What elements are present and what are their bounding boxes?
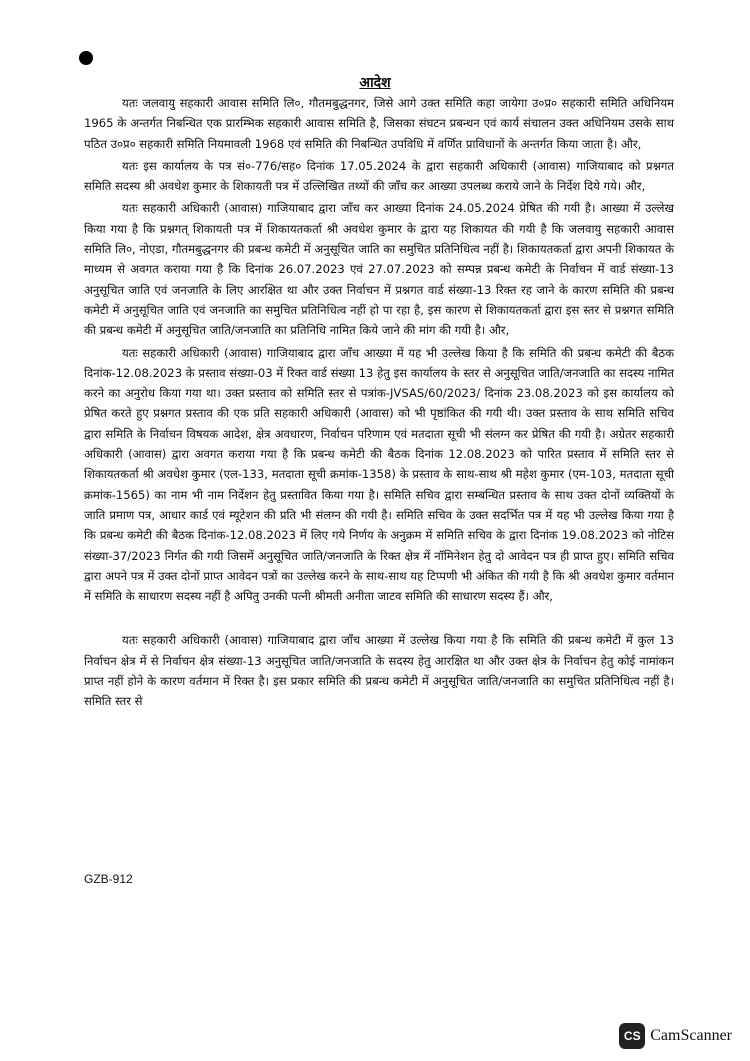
paragraph-1: यतः जलवायु सहकारी आवास समिति लि०, गौतमबुद्धनगर, जिसे आगे उक्त समिति कहा जायेगा उ०प्र० सहकारी समिति अधिनियम 1965 के अन्तर्गत निबन्धित एक प्रारम्भिक सहकारी आवास समिति है, जिसका संघटन प्रबन्धन एवं कार्य संचालन उक्त अधिनियम उसके साथ पठित उ०प्र० सहकारी समिति नियमावली 1968 एवं समिति की निबन्धित उपविधि में वर्णित प्राविधानों के अन्तर्गत किया जाता है। और, — [84, 96, 674, 151]
camscanner-watermark — [619, 1023, 732, 1049]
paragraph-4: यतः सहकारी अधिकारी (आवास) गाजियाबाद द्वारा जाँच आख्या में यह भी उल्लेख किया है कि समिति की प्रबन्ध कमेटी की बैठक दिनांक-12.08.2023 के प्रस्ताव संख्या-03 में रिक्त वार्ड संख्या 13 हेतु इस कार्यालय के स्तर से अनुसूचित जाति/जनजाति का सदस्य नामित करने का अनुरोध किया गया था। उक्त प्रस्ताव को समिति स्तर से पत्रांक-JVSAS/60/2023/ दिनांक 23.08.2023 को इस कार्यालय को प्रेषित करते हुए प्रश्नगत प्रस्ताव की एक प्रति सहकारी अधिकारी (आवास) को भी पृष्ठांकित की गयी थी। उक्त प्रस्ताव के साथ समिति सचिव द्वारा समिति के निर्वाचन विषयक आदेश, क्षेत्र अवधारण, निर्वाचन परिणाम एवं मतदाता सूची भी संलग्न कर प्रेषित की गयी है। अग्रेतर सहकारी अधिकारी (आवास) द्वारा अवगत कराया गया है कि प्रबन्ध कमेटी की बैठक दिनांक 12.08.2023 को पारित प्रस्ताव में समिति स्तर से शिकायतकर्ता श्री अवधेश कुमार (एल-133, मतदाता सूची क्रमांक-1358) के प्रस्ताव के साथ-साथ श्री महेश कुमार (एम-103, मतदाता सूची क्रमांक-1565) का नाम भी नाम निर्देशन हेतु प्रस्तावित किया गया है। समिति सचिव द्वारा सम्बन्धित प्रस्ताव के साथ उक्त दोनों व्यक्तियों के जाति प्रमाण पत्र, आधार कार्ड एवं म्यूटेशन की प्रति भी संलग्न की गयी है। समिति सचिव के उक्त सदर्भित पत्र में यह भी उल्लेख किया गया है कि प्रबन्ध कमेटी की बैठक दिनांक-12.08.2023 में लिए गये निर्णय के अनुक्रम में समिति सचिव के द्वारा दिनांक 19.08.2023 को नोटिस संख्या-37/2023 निर्गत की गयी जिसमें अनुसूचित जाति/जनजाति के रिक्त क्षेत्र में नॉमिनेशन हेतु दो आवेदन पत्र ही प्राप्त हुए। समिति सचिव द्वारा अपने पत्र में उक्त दोनों प्राप्त आवेदन पत्रों का उल्लेख करने के साथ-साथ यह टिप्पणी भी अंकित की गयी है कि श्री अवधेश कुमार वर्तमान में समिति के साधारण सदस्य नहीं है अपितु उनकी पत्नी श्रीमती अनीता जाटव समिति की साधारण सदस्य हैं। और, — [84, 345, 674, 604]
document-code: GZB-912 — [84, 872, 133, 886]
camscanner-logo-icon: CS — [619, 1023, 645, 1049]
camscanner-label: CamScanner — [650, 1027, 732, 1044]
paragraph-3: यतः सहकारी अधिकारी (आवास) गाजियाबाद द्वारा जाँच कर आख्या दिनांक 24.05.2024 प्रेषित की गयी है। आख्या में उल्लेख किया गया है कि प्रश्नगत् शिकायती पत्र में शिकायतकर्ता श्री अवधेश कुमार के द्वारा यह शिकायत की गयी है कि जलवायु सहकारी आवास समिति लि०, नोएडा, गौतमबुद्धनगर की प्रबन्ध कमेटी में अनुसूचित जाति का समुचित प्रतिनिधित्व नहीं है। शिकायतकर्ता द्वारा अपनी शिकायत के माध्यम से अवगत कराया गया है कि दिनांक 26.07.2023 एवं 27.07.2023 को सम्पन्न प्रबन्ध कमेटी के निर्वाचन में वार्ड संख्या-13 अनुसूचित जाति एवं जनजाति के लिए आरक्षित था और उक्त निर्वाचन में प्रश्नगत वार्ड संख्या-13 रिक्त रह जाने के कारण समिति की प्रबन्ध कमेटी में अनुसूचित जाति एवं जनजाति का समुचित प्रतिनिधित्व नहीं हो पा रहा है, इस कारण से शिकायतकर्ता द्वारा इस स्तर से प्रश्नगत समिति की प्रबन्ध कमेटी में अनुसूचित जाति/जनजाति का प्रतिनिधि नामित किये जाने की मांग की गयी है। और, — [84, 201, 674, 338]
order-body — [84, 93, 674, 712]
paragraph-2: यतः इस कार्यालय के पत्र सं०-776/सह० दिनांक 17.05.2024 के द्वारा सहकारी अधिकारी (आवास) गाजियाबाद को प्रश्नगत समिति सदस्य श्री अवधेश कुमार के शिकायती पत्र में उल्लिखित तथ्यों की जाँच कर आख्या उपलब्ध कराये जाने के निर्देश दिये गये। और, — [84, 158, 674, 194]
punch-hole-mark — [79, 51, 93, 65]
paragraph-5: यतः सहकारी अधिकारी (आवास) गाजियाबाद द्वारा जाँच आख्या में उल्लेख किया गया है कि समिति की प्रबन्ध कमेटी में कुल 13 निर्वाचन क्षेत्र में से निर्वाचन क्षेत्र संख्या-13 अनुसूचित जाति/जनजाति के सदस्य हेतु आरक्षित था और उक्त क्षेत्र के निर्वाचन हेतु कोई नामांकन प्राप्त नहीं होने के कारण वर्तमान में रिक्त है। इस प्रकार समिति की प्रबन्ध कमेटी में अनुसूचित जाति/जनजाति का समुचित प्रतिनिधित्व नहीं है। समिति स्तर से — [84, 633, 674, 709]
order-title: आदेश — [359, 75, 391, 91]
